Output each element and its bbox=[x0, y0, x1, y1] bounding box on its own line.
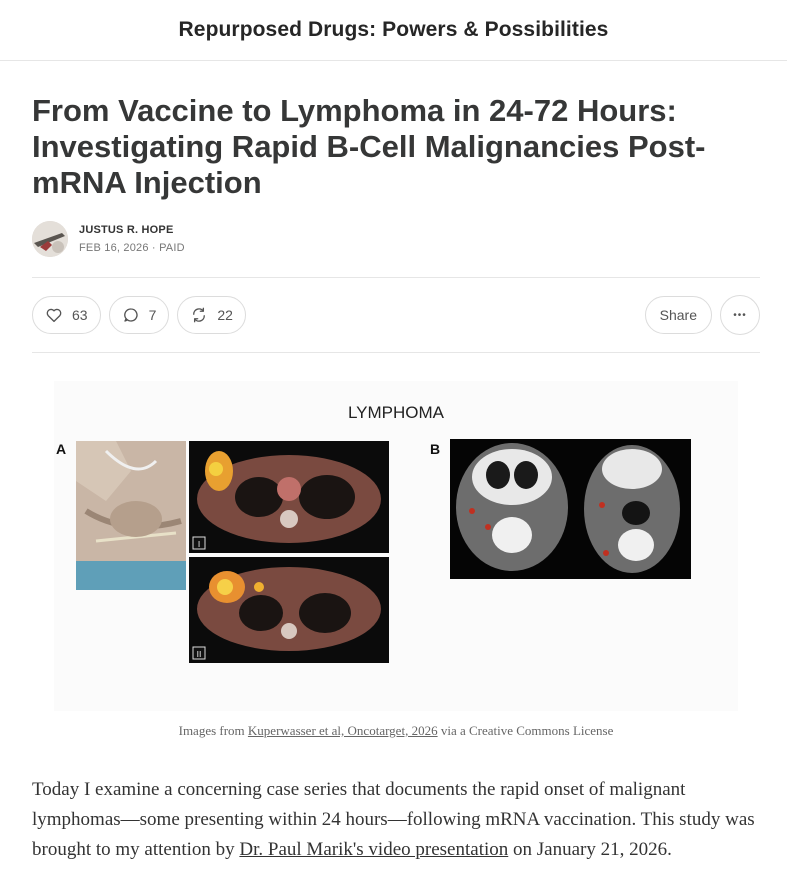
author-name[interactable]: JUSTUS R. HOPE bbox=[79, 224, 174, 236]
like-count: 63 bbox=[72, 307, 88, 323]
restack-button[interactable] bbox=[177, 296, 246, 334]
comment-button[interactable] bbox=[109, 296, 170, 334]
marik-video-link[interactable]: Dr. Paul Marik's video presentation bbox=[239, 839, 509, 860]
caption-prefix: Images from bbox=[178, 723, 248, 738]
like-button[interactable] bbox=[32, 296, 101, 334]
share-button[interactable]: Share bbox=[645, 296, 712, 334]
body-text-start: Today I examine a concerning case series that documents the rapid onset of malignant lymphomas—some presenting within 24 hours—following mRNA vaccination. This study was brought to my attention by bbox=[32, 779, 755, 860]
ct-scan-panel-b bbox=[450, 439, 691, 579]
comment-count: 7 bbox=[148, 307, 157, 323]
heart-icon bbox=[45, 306, 63, 324]
divider-bottom bbox=[32, 352, 760, 353]
restack-count: 22 bbox=[217, 307, 233, 323]
comment-icon bbox=[122, 306, 140, 324]
access-badge: PAID bbox=[159, 242, 185, 254]
post-date-line: FEB 16, 2026 · PAID bbox=[79, 242, 185, 254]
panel-a-label: A bbox=[56, 441, 67, 457]
article-figure[interactable] bbox=[32, 381, 760, 711]
publication-header bbox=[0, 0, 787, 61]
figure-title: LYMPHOMA bbox=[347, 403, 445, 422]
author-avatar[interactable] bbox=[32, 221, 68, 257]
panel-b-label: B bbox=[430, 441, 441, 457]
body-text-end: on January 21, 2026. bbox=[508, 839, 672, 860]
caption-source-link[interactable]: Kuperwasser et al, Oncotarget, 2026 bbox=[247, 723, 438, 738]
engagement-buttons bbox=[32, 296, 254, 334]
share-controls bbox=[645, 295, 760, 335]
panel-ii-label: II bbox=[196, 650, 202, 659]
post-date: FEB 16, 2026 bbox=[79, 242, 149, 254]
patient-neck-photo bbox=[76, 441, 186, 590]
byline bbox=[32, 219, 760, 259]
author-avatar-image bbox=[32, 221, 68, 257]
pet-ct-scan-top bbox=[189, 441, 389, 553]
post-title: From Vaccine to Lymphoma in 24-72 Hours: Investigating Rapid B-Cell Malignancies Post-mRNA Injection bbox=[32, 93, 706, 200]
more-options-button[interactable] bbox=[720, 295, 760, 335]
ellipsis-icon: ••• bbox=[733, 309, 747, 321]
caption-suffix: via a Creative Commons License bbox=[437, 723, 614, 738]
pet-ct-scan-bottom bbox=[189, 557, 389, 663]
post-container bbox=[32, 60, 760, 884]
post-actions bbox=[32, 278, 760, 352]
figure-caption bbox=[32, 723, 760, 739]
body-paragraph bbox=[32, 775, 760, 865]
panel-i-label: I bbox=[197, 540, 201, 549]
byline-meta bbox=[79, 224, 185, 254]
restack-icon bbox=[190, 306, 208, 324]
publication-title[interactable]: Repurposed Drugs: Powers & Possibilities bbox=[178, 18, 609, 41]
